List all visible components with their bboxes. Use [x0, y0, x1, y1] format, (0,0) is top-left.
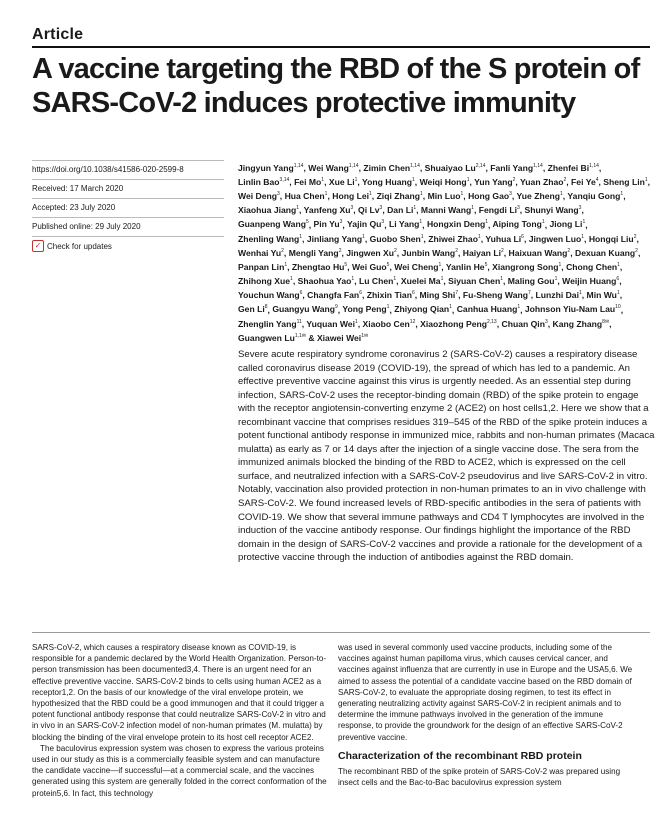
author-affiliation-mark: 2,14 — [475, 163, 486, 169]
author-name[interactable]: Changfa Fan$^6$ — [307, 290, 362, 301]
author-name[interactable]: Zhihong Xue$^1$ — [238, 276, 293, 287]
author-affiliation-mark: 1,1✉ — [294, 332, 306, 339]
doi-link[interactable]: https://doi.org/10.1038/s41586-020-2599-8 — [32, 160, 224, 180]
author-affiliation-mark: 1 — [440, 276, 444, 283]
author-name[interactable]: Guanpeng Wang$^5$ — [238, 219, 309, 230]
section-heading: Characterization of the recombinant RBD protein — [338, 749, 582, 762]
author-affiliation-mark: 1 — [620, 191, 624, 198]
author-affiliation-mark: 1,14 — [410, 163, 420, 169]
author-name[interactable]: Pin Yu$^3$ — [313, 219, 343, 230]
body-column-right — [338, 642, 636, 788]
author-affiliation-mark: 2 — [635, 247, 638, 254]
author-name[interactable]: Hongxin Deng$^1$ — [426, 219, 488, 230]
author-name[interactable]: Jingwen Xu$^2$ — [346, 247, 397, 258]
author-affiliation-mark: 1 — [582, 219, 586, 226]
author-affiliation-mark: 1 — [393, 276, 397, 283]
author-affiliation-mark: 1 — [578, 290, 582, 297]
author-name[interactable]: Fanli Yang$^{1,14}$ — [490, 162, 543, 173]
author-affiliation-mark: 9 — [335, 304, 338, 311]
check-updates-link[interactable] — [32, 237, 224, 252]
author-name[interactable]: Fei Ye$^4$ — [571, 177, 599, 188]
author-name[interactable]: Wei Wang$^{1,14}$ — [308, 162, 359, 173]
author-affiliation-mark: 1 — [354, 318, 358, 325]
author-name[interactable]: Zhixin Tian$^6$ — [366, 290, 415, 301]
article-meta — [32, 160, 224, 252]
author-affiliation-mark: 5 — [484, 262, 488, 269]
author-name[interactable]: Xiaobo Cen$^{12}$ — [362, 318, 416, 329]
author-name[interactable]: Wei Deng$^3$ — [238, 191, 280, 202]
author-affiliation-mark: 6 — [359, 290, 362, 297]
author-affiliation-mark: 6 — [521, 233, 524, 240]
author-name[interactable]: Zhenglin Yang$^{11}$ — [238, 318, 302, 329]
author-affiliation-mark: 10 — [615, 304, 621, 311]
section-paragraph: The recombinant RBD of the spike protein of SARS-CoV-2 was prepared using insect cells and the Bac-to-Bac baculovirus expression system — [338, 767, 621, 788]
author-name[interactable]: Chuan Qin$^3$ — [501, 318, 548, 329]
author-name[interactable]: Yong Huang$^1$ — [362, 177, 415, 188]
section-divider — [32, 632, 650, 633]
author-affiliation-mark: 1 — [617, 262, 620, 269]
author-affiliation-mark: 2 — [633, 233, 637, 240]
author-name[interactable]: Siyuan Chen$^1$ — [448, 276, 503, 287]
author-name[interactable]: Weijin Huang$^6$ — [562, 276, 620, 287]
author-name[interactable]: Xiangrong Song$^1$ — [492, 261, 562, 272]
author-name[interactable]: Maling Gou$^1$ — [507, 276, 558, 287]
author-name[interactable]: Wenhai Yu$^2$ — [238, 247, 284, 258]
author-affiliation-mark: 2 — [563, 177, 567, 184]
author-affiliation-mark: 3 — [516, 205, 520, 212]
received-date: Received: 17 March 2020 — [32, 180, 224, 199]
author-affiliation-mark: 5 — [386, 262, 390, 269]
author-name[interactable]: Hua Chen$^1$ — [284, 191, 328, 202]
author-name[interactable]: Wei Cheng$^1$ — [394, 261, 442, 272]
author-name[interactable]: Hongqi Liu$^2$ — [588, 233, 637, 244]
author-name[interactable]: Jinliang Yang$^1$ — [306, 233, 365, 244]
author-name[interactable]: Manni Wang$^1$ — [420, 205, 474, 216]
author-name[interactable]: Yuan Zhao$^2$ — [520, 177, 567, 188]
author-affiliation-mark: 1 — [616, 290, 620, 297]
author-affiliation-mark: 7 — [455, 290, 459, 297]
author-list: Jingyun Yang$^{1,14}$, Wei Wang$^{1,14}$, Zimin Chen$^{1,14}$, Shuaiyao Lu$^{2,14}$, Fanli Yang$^{1,14}$, Zhenfei Bi$^{1,14}$, Linlin Bao$^{3,14}$, Fei Mo$^1$, Xue Li$^1$, Yong Huang$^1$, Weiqi Hong$^1$, Yun Yang$^2$, Yuan Zhao$^2$, Fei Ye$^4$, Sheng Lin$^1$, Wei Deng$^3$, Hua Chen$^1$, Hong Lei$^1$, Ziqi Zhang$^1$, Min Luo$^1$, Hong Gao$^3$, Yue Zheng$^1$, Yanqiu Gong$^1$, Xiaohua Jiang$^1$, Yanfeng Xu$^3$, Qi Lv$^3$, Dan Li$^1$, Manni Wang$^1$, Fengdi Li$^3$, Shunyi Wang$^3$, Guanpeng Wang$^5$, Pin Yu$^3$, Yajin Qu$^3$, Li Yang$^1$, Hongxin Deng$^1$, Aiping Tong$^1$, Jiong Li$^1$, Zhenling Wang$^1$, Jinliang Yang$^1$, Guobo Shen$^1$, Zhiwei Zhao$^1$, Yuhua Li$^6$, Jingwen Luo$^1$, Hongqi Liu$^2$, Wenhai Yu$^2$, Mengli Yang$^2$, Jingwen Xu$^2$, Junbin Wang$^2$, Haiyan Li$^2$, Haixuan Wang$^2$, Dexuan Kuang$^2$, Panpan Lin$^1$, Zhengtao Hu$^5$, Wei Guo$^5$, Wei Cheng$^1$, Yanlin He$^5$, Xiangrong Song$^1$, Chong Chen$^1$, Zhihong Xue$^1$, Shaohua Yao$^1$, Lu Chen$^1$, Xuelei Ma$^1$, Siyuan Chen$^1$, Maling Gou$^1$, Weijin Huang$^6$, Youchun Wang$^6$, Changfa Fan$^6$, Zhixin Tian$^6$, Ming Shi$^7$, Fu-Sheng Wang$^7$, Lunzhi Dai$^1$, Min Wu$^1$, Gen Li$^8$, Guangyu Wang$^9$, Yong Peng$^1$, Zhiyong Qian$^1$, Canhua Huang$^1$, Johnson Yiu-Nam Lau$^{10}$, Zhenglin Yang$^{11}$, Yuquan Wei$^1$, Xiaobo Cen$^{12}$, Xiaozhong Peng$^{2,13}$, Chuan Qin$^3$, Kang Zhang$^{8✉}$, Guangwen $Lu^{1,1✉}$ & Xiawei Wei$^{1✉}$ — [238, 162, 651, 343]
author-affiliation-mark: 1 — [284, 262, 288, 269]
author-name[interactable]: Yuquan Wei$^1$ — [306, 318, 358, 329]
author-affiliation-mark: 1 — [477, 233, 481, 240]
author-name[interactable]: Fei Mo$^1$ — [294, 177, 325, 188]
author-name[interactable]: Xue Li$^1$ — [328, 177, 358, 188]
article-type-label: Article — [32, 26, 84, 43]
author-name[interactable]: Fengdi Li$^3$ — [478, 205, 520, 216]
author-name[interactable]: Zhiyong Qian$^1$ — [394, 304, 452, 315]
body-paragraph: The baculovirus expression system was chosen to express the various proteins used in our study as this is a commercially feasible system and can manufacture the candidate vaccine—if successful—at a commercial scale, and the vaccines generated using this system are generally folded in the correct conformation of the protein5,6. In fact, this technology — [32, 743, 327, 798]
author-name[interactable]: Fu-Sheng Wang$^7$ — [462, 290, 531, 301]
author-name[interactable]: Aiping Tong$^1$ — [492, 219, 545, 230]
author-name[interactable]: Dexuan Kuang$^2$ — [574, 247, 638, 258]
author-name[interactable]: Kang Zhang$^{8✉}$ — [552, 318, 610, 329]
author-name[interactable]: Xiaohua Jiang$^1$ — [238, 205, 300, 216]
author-affiliation-mark: 5 — [344, 262, 348, 269]
author-name[interactable]: Qi Lv$^3$ — [358, 205, 383, 216]
accepted-date: Accepted: 23 July 2020 — [32, 199, 224, 218]
author-name[interactable]: Yun Yang$^2$ — [474, 177, 516, 188]
author-affiliation-mark: 11 — [296, 318, 302, 325]
author-name[interactable]: Gen Li$^8$ — [238, 304, 268, 315]
author-affiliation-mark: 1,14 — [348, 163, 359, 169]
author-name[interactable]: Min Wu$^1$ — [586, 290, 620, 301]
author-affiliation-mark: 1 — [460, 191, 464, 198]
published-date: Published online: 29 July 2020 — [32, 218, 224, 237]
author-name[interactable]: Chong Chen$^1$ — [566, 261, 620, 272]
author-affiliation-mark: 1 — [517, 304, 521, 311]
author-affiliation-mark: 2 — [455, 247, 458, 254]
author-affiliation-mark: 3 — [509, 191, 512, 198]
author-name[interactable]: Yong Peng$^1$ — [342, 304, 390, 315]
author-name[interactable]: Yanfeng Xu$^3$ — [303, 205, 354, 216]
body-paragraph: was used in several commonly used vaccine products, including some of the vaccines against human papilloma virus, which causes cervical cancer, and vaccines against influenza that are currently in use in Europe and the USA5,6. We aimed to assess the potential of a candidate vaccine based on the RBD domain of SARS-CoV-2, to evaluate the appropriate dosing regimen, to test its effect in generating neutralizing activity against SARS-CoV-2 in recipient animals and to determine the immune pathways involved in the generation of the immune response, to provide the groundwork for the design of an effective SARS-CoV-2 preventive vaccine. — [338, 643, 633, 742]
author-affiliation-mark: 3 — [379, 205, 383, 212]
author-affiliation-mark: 1 — [581, 233, 585, 240]
author-affiliation-mark: 12 — [409, 318, 416, 325]
author-affiliation-mark: 1 — [541, 219, 545, 226]
author-name[interactable]: Yuhua Li$^6$ — [485, 233, 524, 244]
author-name[interactable]: Xiaozhong Peng$^{2,13}$ — [420, 318, 497, 329]
author-affiliation-mark: 3 — [381, 219, 385, 226]
author-affiliation-mark: 1 — [420, 233, 424, 240]
author-affiliation-mark: 1 — [500, 276, 503, 283]
author-affiliation-mark: 1 — [438, 262, 442, 269]
author-name[interactable]: Guangwen $Lu^{1,1✉}$ — [238, 332, 306, 343]
author-name[interactable]: Linlin Bao$^{3,14}$ — [238, 177, 290, 188]
author-affiliation-mark: 1 — [351, 276, 355, 283]
author-affiliation-mark: 1,14 — [589, 163, 599, 169]
author-name[interactable]: Junbin Wang$^2$ — [401, 247, 458, 258]
author-affiliation-mark: 1 — [412, 177, 415, 184]
author-affiliation-mark: 3 — [339, 219, 343, 226]
author-affiliation-mark: 1 — [321, 177, 325, 184]
author-name[interactable]: Zhenfei Bi$^{1,14}$ — [547, 162, 599, 173]
abstract-text: Severe acute respiratory syndrome coronavirus 2 (SARS-CoV-2) causes a respiratory disease called coronavirus disease 2019 (COVID-19), the spread of which has led to a pandemic. An effective preventive vaccine against this virus is urgently needed. As an essential step during infection, SARS-CoV-2 uses the receptor-binding domain (RBD) of the spike protein to engage with the receptor angiotensin-converting enzyme 2 (ACE2) on host cells1,2. Here we show that a recombinant vaccine that comprises residues 319–545 of the RBD of the spike protein induces a potent functional antibody response in immunized mice, rabbits and non-human primates (Macaca mulatta) as early as 7 or 14 days after the injection of a single vaccine dose. The sera from the immunized animals blocked the binding of the RBD to ACE2, which is expressed on the cell surface, and neutralized infection with a SARS-CoV-2 pseudovirus and live SARS-CoV-2 in vitro. Notably, vaccination also provided protection in non-human primates to an in vivo challenge with SARS-CoV-2. We found increased levels of RBD-specific antibodies in the sera of patients with COVID-19. We show that several immune pathways and CD4 T lymphocytes are involved in the induction of the vaccine antibody response. Our findings highlight the importance of the RBD domain in the design of SARS-CoV-2 vaccines and provide a rationale for the development of a protective vaccine through the induction of antibodies against the RBD domain. — [238, 349, 655, 564]
author-name[interactable]: Panpan Lin$^1$ — [238, 261, 288, 272]
author-name[interactable]: Jiong Li$^1$ — [549, 219, 586, 230]
author-affiliation-mark: 3 — [277, 191, 280, 198]
author-name[interactable]: Youchun Wang$^6$ — [238, 290, 303, 301]
author-name[interactable]: Xiawei Wei$^{1✉}$ — [316, 332, 369, 343]
article-title: A vaccine targeting the RBD of the S protein of SARS-CoV-2 induces protective immunity — [32, 53, 640, 119]
author-name[interactable]: Guangyu Wang$^9$ — [272, 304, 338, 315]
author-affiliation-mark: 7 — [527, 290, 531, 297]
author-affiliation-mark: 3 — [350, 205, 354, 212]
author-affiliation-mark: 2 — [567, 247, 571, 254]
author-name[interactable]: Haiyan Li$^2$ — [462, 247, 504, 258]
author-affiliation-mark: 2 — [512, 177, 516, 184]
author-affiliation-mark: 3 — [544, 318, 548, 325]
header-rule — [32, 46, 650, 48]
author-affiliation-mark: 6 — [616, 276, 620, 283]
body-paragraph: SARS-CoV-2, which causes a respiratory disease known as COVID-19, is responsible for a pandemic declared by the World Health Organization. Person-to-person transmission has been documented3,4. There is an urgent need for an effective preventive vaccine. SARS-CoV-2 binds to cells using human ACE2 as a receptor1,2. On the basis of our knowledge of the viral envelope protein, we hypothesized that the RBD could be a good immunogen and that it could trigger a potent functional antibody response that could neutralize SARS-CoV-2 in vitro and in vivo in an SARS-CoV-2 infection model of non-human primates (M. mulatta) by blocking the binding of the viral envelope protein to its host cell receptor ACE2. — [32, 643, 327, 742]
author-name[interactable]: Sheng Lin$^1$ — [603, 177, 648, 188]
author-name[interactable]: Haixuan Wang$^2$ — [508, 247, 571, 258]
author-name[interactable]: Mengli Yang$^2$ — [288, 247, 342, 258]
author-affiliation-mark: 1 — [386, 304, 390, 311]
author-affiliation-mark: 1 — [290, 276, 293, 283]
author-name[interactable]: Dan Li$^1$ — [387, 205, 417, 216]
author-name[interactable]: Xuelei Ma$^1$ — [400, 276, 444, 287]
author-affiliation-mark: 1,14 — [533, 163, 543, 169]
author-affiliation-mark: 1,14 — [293, 163, 304, 169]
author-name[interactable]: Guobo Shen$^1$ — [369, 233, 424, 244]
author-affiliation-mark: 1 — [419, 219, 423, 226]
author-name[interactable]: Yajin Qu$^3$ — [347, 219, 385, 230]
author-affiliation-mark: 3,14 — [279, 177, 290, 184]
author-name[interactable]: Li Yang$^1$ — [388, 219, 423, 230]
author-name[interactable]: Yanqiu Gong$^1$ — [567, 191, 624, 202]
author-name[interactable]: Zhenling Wang$^1$ — [238, 233, 303, 244]
author-name[interactable]: Shuaiyao Lu$^{2,14}$ — [424, 162, 486, 173]
author-affiliation-mark: 1 — [369, 191, 372, 198]
author-affiliation-mark: 8 — [264, 304, 268, 311]
author-affiliation-mark: 1 — [558, 262, 562, 269]
author-affiliation-mark: 1✉ — [361, 332, 369, 339]
author-affiliation-mark: 1 — [485, 219, 488, 226]
author-affiliation-mark: 1 — [413, 205, 417, 212]
author-affiliation-mark: 2,13 — [486, 318, 497, 325]
author-name[interactable]: Zimin Chen$^{1,14}$ — [363, 162, 420, 173]
author-name[interactable]: Lu Chen$^1$ — [358, 276, 397, 287]
author-name[interactable]: Zhengtao Hu$^5$ — [291, 261, 348, 272]
author-name[interactable]: Wei Guo$^5$ — [351, 261, 390, 272]
author-name[interactable]: Jingyun Yang$^{1,14}$ — [238, 162, 304, 173]
author-affiliation-mark: 1 — [324, 191, 328, 198]
author-name[interactable]: Yanlin He$^5$ — [445, 261, 488, 272]
author-affiliation-mark: 1 — [449, 304, 452, 311]
body-column-left — [32, 642, 330, 799]
author-affiliation-mark: 1 — [299, 233, 303, 240]
author-name[interactable]: Weiqi Hong$^1$ — [419, 177, 470, 188]
check-updates-icon: ✓ — [32, 240, 44, 252]
author-name[interactable]: Hong Gao$^3$ — [468, 191, 512, 202]
author-affiliation-mark: 6 — [299, 290, 303, 297]
author-name[interactable]: Jingwen Luo$^1$ — [528, 233, 585, 244]
author-name[interactable]: Canhua Huang$^1$ — [456, 304, 521, 315]
author-affiliation-mark: 2 — [394, 247, 397, 254]
author-name[interactable]: Yue Zheng$^1$ — [516, 191, 563, 202]
author-name[interactable]: Shaohua Yao$^1$ — [297, 276, 355, 287]
author-name[interactable]: Shunyi Wang$^3$ — [524, 205, 582, 216]
author-affiliation-mark: 5 — [305, 219, 309, 226]
author-name[interactable]: Johnson Yiu-Nam Lau$^{10}$ — [524, 304, 621, 315]
author-affiliation-mark: 1 — [362, 233, 365, 240]
author-affiliation-mark: 8✉ — [602, 318, 610, 325]
author-affiliation-mark: 6 — [411, 290, 415, 297]
author-affiliation-mark: 2 — [281, 247, 284, 254]
author-name[interactable]: Ming Shi$^7$ — [419, 290, 459, 301]
author-affiliation-mark: 1 — [644, 177, 648, 184]
author-affiliation-mark: 1 — [420, 191, 423, 198]
author-name[interactable]: Hong Lei$^1$ — [332, 191, 372, 202]
author-affiliation-mark: 2 — [500, 247, 504, 254]
author-affiliation-mark: 4 — [595, 177, 599, 184]
author-affiliation-mark: 1 — [296, 205, 300, 212]
author-affiliation-mark: 1 — [560, 191, 563, 198]
author-name[interactable]: Lunzhi Dai$^1$ — [535, 290, 582, 301]
author-name[interactable]: Zhiwei Zhao$^1$ — [428, 233, 481, 244]
author-affiliation-mark: 3 — [578, 205, 582, 212]
author-affiliation-mark: 2 — [338, 247, 342, 254]
abstract — [238, 348, 656, 565]
check-updates-label: Check for updates — [47, 241, 112, 251]
author-name[interactable]: Ziqi Zhang$^1$ — [376, 191, 423, 202]
author-affiliation-mark: 1 — [554, 276, 558, 283]
author-affiliation-mark: 1 — [466, 177, 470, 184]
author-affiliation-mark: 1 — [354, 177, 358, 184]
author-name[interactable]: Min Luo$^1$ — [427, 191, 464, 202]
author-affiliation-mark: 1 — [471, 205, 474, 212]
